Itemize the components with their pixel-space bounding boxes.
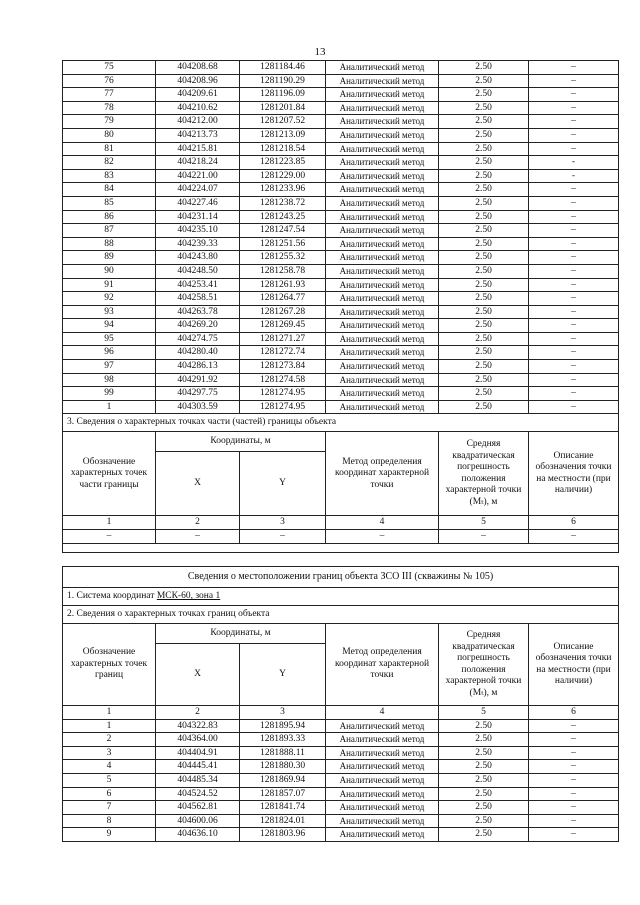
description-cell: – xyxy=(529,264,619,278)
coord-x-cell: 404269.20 xyxy=(156,319,240,333)
coord-y-cell: 1281218.54 xyxy=(240,142,326,156)
precision-cell: 2.50 xyxy=(439,760,529,774)
point-number-cell: 3 xyxy=(63,746,156,760)
point-number-cell: 86 xyxy=(63,210,156,224)
point-number-cell: 80 xyxy=(63,128,156,142)
precision-cell: 2.50 xyxy=(439,305,529,319)
table-row xyxy=(63,346,619,360)
coord-y-cell: 1281274.95 xyxy=(240,400,326,414)
coord-y-cell: 1281857.07 xyxy=(240,787,326,801)
header-coordinates: Координаты, м xyxy=(156,432,326,452)
method-cell: Аналитический метод xyxy=(326,278,439,292)
precision-cell: 2.50 xyxy=(439,801,529,815)
table-row xyxy=(63,746,619,760)
method-cell: Аналитический метод xyxy=(326,319,439,333)
precision-cell: 2.50 xyxy=(439,746,529,760)
table-row xyxy=(63,292,619,306)
empty-cell: – xyxy=(529,530,619,544)
coord-x-cell: 404297.75 xyxy=(156,387,240,401)
coord-x-cell: 404227.46 xyxy=(156,196,240,210)
boundary-points-table-continued xyxy=(62,60,619,553)
precision-cell: 2.50 xyxy=(439,773,529,787)
coord-y-cell: 1281258.78 xyxy=(240,264,326,278)
point-number-cell: 84 xyxy=(63,183,156,197)
method-cell: Аналитический метод xyxy=(326,292,439,306)
method-cell: Аналитический метод xyxy=(326,305,439,319)
precision-cell: 2.50 xyxy=(439,400,529,414)
table-row xyxy=(63,719,619,733)
coord-y-cell: 1281895.94 xyxy=(240,719,326,733)
point-number-cell: 77 xyxy=(63,88,156,102)
coord-y-cell: 1281274.95 xyxy=(240,387,326,401)
precision-cell: 2.50 xyxy=(439,733,529,747)
precision-cell: 2.50 xyxy=(439,88,529,102)
description-cell: – xyxy=(529,814,619,828)
precision-cell: 2.50 xyxy=(439,210,529,224)
point-number-cell: 99 xyxy=(63,387,156,401)
coord-y-cell: 1281880.30 xyxy=(240,760,326,774)
point-number-cell: 93 xyxy=(63,305,156,319)
precision-cell: 2.50 xyxy=(439,128,529,142)
coord-x-cell: 404248.50 xyxy=(156,264,240,278)
header-precision: Средняя квадратическая погрешность положения характерной точки (Mₜ), м xyxy=(439,432,529,516)
table-row xyxy=(63,128,619,142)
table-row xyxy=(63,142,619,156)
point-number-cell: 85 xyxy=(63,196,156,210)
description-cell: - xyxy=(529,169,619,183)
object2-boundary-table xyxy=(62,566,619,842)
header-point-designation: Обозначение характерных точек границ xyxy=(63,624,156,706)
point-number-cell: 87 xyxy=(63,224,156,238)
precision-cell: 2.50 xyxy=(439,224,529,238)
method-cell: Аналитический метод xyxy=(326,74,439,88)
table-row xyxy=(63,88,619,102)
description-cell: – xyxy=(529,224,619,238)
precision-cell: 2.50 xyxy=(439,387,529,401)
coord-y-cell: 1281272.74 xyxy=(240,346,326,360)
coord-y-cell: 1281264.77 xyxy=(240,292,326,306)
point-number-cell: 2 xyxy=(63,733,156,747)
header-precision: Средняя квадратическая погрешность положения характерной точки (Mₜ), м xyxy=(439,624,529,706)
col-num: 3 xyxy=(240,516,326,530)
method-cell: Аналитический метод xyxy=(326,251,439,265)
coord-y-cell: 1281243.25 xyxy=(240,210,326,224)
coord-x-cell: 404231.14 xyxy=(156,210,240,224)
coord-y-cell: 1281247.54 xyxy=(240,224,326,238)
coord-system-value: МСК-60, зона 1 xyxy=(156,591,221,601)
method-cell: Аналитический метод xyxy=(326,346,439,360)
coord-y-cell: 1281267.28 xyxy=(240,305,326,319)
description-cell: – xyxy=(529,733,619,747)
precision-cell: 2.50 xyxy=(439,292,529,306)
table-row xyxy=(63,733,619,747)
precision-cell: 2.50 xyxy=(439,278,529,292)
description-cell: – xyxy=(529,746,619,760)
coord-x-cell: 404445.41 xyxy=(156,760,240,774)
description-cell: - xyxy=(529,156,619,170)
description-cell: – xyxy=(529,373,619,387)
section3-title: 3. Сведения о характерных точках части (частей) границы объекта xyxy=(63,414,619,432)
method-cell: Аналитический метод xyxy=(326,814,439,828)
point-number-cell: 96 xyxy=(63,346,156,360)
table-row xyxy=(63,264,619,278)
method-cell: Аналитический метод xyxy=(326,787,439,801)
col-num: 5 xyxy=(439,516,529,530)
coord-x-cell: 404239.33 xyxy=(156,237,240,251)
coord-y-cell: 1281255.32 xyxy=(240,251,326,265)
coord-x-cell: 404258.51 xyxy=(156,292,240,306)
column-numbers-row xyxy=(63,516,619,530)
table-row xyxy=(63,74,619,88)
table-row xyxy=(63,801,619,815)
object2-title: Сведения о местоположении границ объекта ЗСО III (скважины № 105) xyxy=(63,567,619,588)
precision-cell: 2.50 xyxy=(439,251,529,265)
column-numbers-row xyxy=(63,706,619,720)
coord-x-cell: 404213.73 xyxy=(156,128,240,142)
table-row xyxy=(63,210,619,224)
page-number: 13 xyxy=(314,46,326,58)
precision-cell: 2.50 xyxy=(439,183,529,197)
col-num: 5 xyxy=(439,706,529,720)
point-number-cell: 97 xyxy=(63,360,156,374)
description-cell: – xyxy=(529,88,619,102)
col-num: 4 xyxy=(326,516,439,530)
coord-x-cell: 404208.96 xyxy=(156,74,240,88)
description-cell: – xyxy=(529,292,619,306)
coord-y-cell: 1281233.96 xyxy=(240,183,326,197)
table-row xyxy=(63,237,619,251)
coord-x-cell: 404224.07 xyxy=(156,183,240,197)
table-row xyxy=(63,115,619,129)
table-row xyxy=(63,224,619,238)
method-cell: Аналитический метод xyxy=(326,264,439,278)
coord-y-cell: 1281251.56 xyxy=(240,237,326,251)
table-row xyxy=(63,251,619,265)
coord-y-cell: 1281201.84 xyxy=(240,101,326,115)
table-row xyxy=(63,101,619,115)
col-num: 6 xyxy=(529,706,619,720)
table-row xyxy=(63,169,619,183)
coord-y-cell: 1281824.01 xyxy=(240,814,326,828)
method-cell: Аналитический метод xyxy=(326,61,439,75)
method-cell: Аналитический метод xyxy=(326,128,439,142)
method-cell: Аналитический метод xyxy=(326,183,439,197)
table-row xyxy=(63,360,619,374)
empty-cell: – xyxy=(240,530,326,544)
description-cell: – xyxy=(529,719,619,733)
method-cell: Аналитический метод xyxy=(326,360,439,374)
header-y: Y xyxy=(240,452,326,516)
coord-x-cell: 404218.24 xyxy=(156,156,240,170)
empty-cell: – xyxy=(156,530,240,544)
point-number-cell: 5 xyxy=(63,773,156,787)
coord-x-cell: 404243.80 xyxy=(156,251,240,265)
precision-cell: 2.50 xyxy=(439,74,529,88)
point-number-cell: 89 xyxy=(63,251,156,265)
description-cell: – xyxy=(529,801,619,815)
table-row xyxy=(63,814,619,828)
empty-row xyxy=(63,530,619,544)
point-number-cell: 82 xyxy=(63,156,156,170)
method-cell: Аналитический метод xyxy=(326,387,439,401)
description-cell: – xyxy=(529,787,619,801)
coord-y-cell: 1281238.72 xyxy=(240,196,326,210)
table-row xyxy=(63,773,619,787)
point-number-cell: 78 xyxy=(63,101,156,115)
coord-y-cell: 1281213.09 xyxy=(240,128,326,142)
coord-x-cell: 404208.68 xyxy=(156,61,240,75)
coord-y-cell: 1281274.58 xyxy=(240,373,326,387)
description-cell: – xyxy=(529,319,619,333)
method-cell: Аналитический метод xyxy=(326,142,439,156)
precision-cell: 2.50 xyxy=(439,115,529,129)
point-number-cell: 94 xyxy=(63,319,156,333)
col-num: 4 xyxy=(326,706,439,720)
point-number-cell: 9 xyxy=(63,828,156,842)
coord-y-cell: 1281190.29 xyxy=(240,74,326,88)
coord-y-cell: 1281207.52 xyxy=(240,115,326,129)
table-row xyxy=(63,332,619,346)
coord-x-cell: 404600.06 xyxy=(156,814,240,828)
coord-x-cell: 404291.92 xyxy=(156,373,240,387)
point-number-cell: 81 xyxy=(63,142,156,156)
empty-cell: – xyxy=(63,530,156,544)
coord-x-cell: 404524.52 xyxy=(156,787,240,801)
point-number-cell: 92 xyxy=(63,292,156,306)
coord-x-cell: 404404.91 xyxy=(156,746,240,760)
description-cell: – xyxy=(529,387,619,401)
point-number-cell: 4 xyxy=(63,760,156,774)
description-cell: – xyxy=(529,210,619,224)
point-number-cell: 95 xyxy=(63,332,156,346)
precision-cell: 2.50 xyxy=(439,61,529,75)
coord-y-cell: 1281893.33 xyxy=(240,733,326,747)
method-cell: Аналитический метод xyxy=(326,156,439,170)
method-cell: Аналитический метод xyxy=(326,760,439,774)
description-cell: – xyxy=(529,142,619,156)
coord-y-cell: 1281841.74 xyxy=(240,801,326,815)
empty-cell: – xyxy=(326,530,439,544)
table-row xyxy=(63,387,619,401)
point-number-cell: 90 xyxy=(63,264,156,278)
coord-x-cell: 404303.59 xyxy=(156,400,240,414)
description-cell: – xyxy=(529,305,619,319)
description-cell: – xyxy=(529,251,619,265)
header-description: Описание обозначения точки на местности (при наличии) xyxy=(529,624,619,706)
coord-x-cell: 404221.00 xyxy=(156,169,240,183)
header-point-designation: Обозначение характерных точек части границы xyxy=(63,432,156,516)
precision-cell: 2.50 xyxy=(439,101,529,115)
method-cell: Аналитический метод xyxy=(326,373,439,387)
precision-cell: 2.50 xyxy=(439,814,529,828)
point-number-cell: 75 xyxy=(63,61,156,75)
precision-cell: 2.50 xyxy=(439,360,529,374)
coord-x-cell: 404263.78 xyxy=(156,305,240,319)
header-x: X xyxy=(156,452,240,516)
precision-cell: 2.50 xyxy=(439,156,529,170)
description-cell: – xyxy=(529,115,619,129)
coord-y-cell: 1281184.46 xyxy=(240,61,326,75)
method-cell: Аналитический метод xyxy=(326,773,439,787)
description-cell: – xyxy=(529,278,619,292)
coord-x-cell: 404280.40 xyxy=(156,346,240,360)
table-row xyxy=(63,828,619,842)
method-cell: Аналитический метод xyxy=(326,400,439,414)
precision-cell: 2.50 xyxy=(439,332,529,346)
table-row xyxy=(63,305,619,319)
coord-x-cell: 404286.13 xyxy=(156,360,240,374)
table-row xyxy=(63,196,619,210)
coord-x-cell: 404322.83 xyxy=(156,719,240,733)
description-cell: – xyxy=(529,183,619,197)
point-number-cell: 91 xyxy=(63,278,156,292)
method-cell: Аналитический метод xyxy=(326,224,439,238)
description-cell: – xyxy=(529,332,619,346)
header-description: Описание обозначения точки на местности (при наличии) xyxy=(529,432,619,516)
point-number-cell: 88 xyxy=(63,237,156,251)
header-x: X xyxy=(156,644,240,706)
col-num: 1 xyxy=(63,706,156,720)
precision-cell: 2.50 xyxy=(439,237,529,251)
coord-x-cell: 404210.62 xyxy=(156,101,240,115)
precision-cell: 2.50 xyxy=(439,373,529,387)
method-cell: Аналитический метод xyxy=(326,210,439,224)
method-cell: Аналитический метод xyxy=(326,88,439,102)
col-num: 6 xyxy=(529,516,619,530)
point-number-cell: 76 xyxy=(63,74,156,88)
coord-x-cell: 404485.34 xyxy=(156,773,240,787)
point-number-cell: 7 xyxy=(63,801,156,815)
method-cell: Аналитический метод xyxy=(326,746,439,760)
empty-cell: – xyxy=(439,530,529,544)
method-cell: Аналитический метод xyxy=(326,733,439,747)
table-row xyxy=(63,400,619,414)
header-method: Метод определения координат характерной точки xyxy=(326,432,439,516)
coord-y-cell: 1281869.94 xyxy=(240,773,326,787)
precision-cell: 2.50 xyxy=(439,264,529,278)
coord-y-cell: 1281273.84 xyxy=(240,360,326,374)
point-number-cell: 79 xyxy=(63,115,156,129)
coord-y-cell: 1281261.93 xyxy=(240,278,326,292)
coord-x-cell: 404212.00 xyxy=(156,115,240,129)
section2-title: 2. Сведения о характерных точках границ объекта xyxy=(63,606,619,624)
point-number-cell: 8 xyxy=(63,814,156,828)
table-row xyxy=(63,61,619,75)
coord-y-cell: 1281888.11 xyxy=(240,746,326,760)
precision-cell: 2.50 xyxy=(439,142,529,156)
header-method: Метод определения координат характерной точки xyxy=(326,624,439,706)
col-num: 3 xyxy=(240,706,326,720)
coord-y-cell: 1281271.27 xyxy=(240,332,326,346)
description-cell: – xyxy=(529,101,619,115)
coord-x-cell: 404364.00 xyxy=(156,733,240,747)
col-num: 2 xyxy=(156,516,240,530)
coord-x-cell: 404235.10 xyxy=(156,224,240,238)
description-cell: – xyxy=(529,773,619,787)
coord-y-cell: 1281269.45 xyxy=(240,319,326,333)
precision-cell: 2.50 xyxy=(439,346,529,360)
description-cell: – xyxy=(529,346,619,360)
coord-y-cell: 1281223.85 xyxy=(240,156,326,170)
precision-cell: 2.50 xyxy=(439,787,529,801)
point-number-cell: 1 xyxy=(63,400,156,414)
coord-y-cell: 1281229.00 xyxy=(240,169,326,183)
method-cell: Аналитический метод xyxy=(326,828,439,842)
coord-x-cell: 404562.81 xyxy=(156,801,240,815)
coord-y-cell: 1281803.96 xyxy=(240,828,326,842)
table-row xyxy=(63,278,619,292)
coordinate-system xyxy=(63,588,619,606)
coord-y-cell: 1281196.09 xyxy=(240,88,326,102)
table-row xyxy=(63,183,619,197)
table-row xyxy=(63,373,619,387)
col-num: 2 xyxy=(156,706,240,720)
point-number-cell: 1 xyxy=(63,719,156,733)
table-row xyxy=(63,760,619,774)
header-coordinates: Координаты, м xyxy=(156,624,326,644)
coord-x-cell: 404636.10 xyxy=(156,828,240,842)
precision-cell: 2.50 xyxy=(439,719,529,733)
precision-cell: 2.50 xyxy=(439,828,529,842)
method-cell: Аналитический метод xyxy=(326,196,439,210)
point-number-cell: 83 xyxy=(63,169,156,183)
method-cell: Аналитический метод xyxy=(326,237,439,251)
coord-x-cell: 404253.41 xyxy=(156,278,240,292)
point-number-cell: 98 xyxy=(63,373,156,387)
coord-system-prefix: 1. Система координат xyxy=(67,591,157,601)
method-cell: Аналитический метод xyxy=(326,169,439,183)
description-cell: – xyxy=(529,828,619,842)
blank-row xyxy=(63,543,619,552)
point-number-cell: 6 xyxy=(63,787,156,801)
table-row xyxy=(63,787,619,801)
description-cell: – xyxy=(529,128,619,142)
method-cell: Аналитический метод xyxy=(326,719,439,733)
col-num: 1 xyxy=(63,516,156,530)
table-row xyxy=(63,156,619,170)
header-y: Y xyxy=(240,644,326,706)
description-cell: – xyxy=(529,237,619,251)
method-cell: Аналитический метод xyxy=(326,801,439,815)
method-cell: Аналитический метод xyxy=(326,101,439,115)
description-cell: – xyxy=(529,61,619,75)
description-cell: – xyxy=(529,400,619,414)
coord-x-cell: 404215.81 xyxy=(156,142,240,156)
method-cell: Аналитический метод xyxy=(326,332,439,346)
coord-x-cell: 404209.61 xyxy=(156,88,240,102)
description-cell: – xyxy=(529,760,619,774)
description-cell: – xyxy=(529,196,619,210)
method-cell: Аналитический метод xyxy=(326,115,439,129)
coord-x-cell: 404274.75 xyxy=(156,332,240,346)
precision-cell: 2.50 xyxy=(439,169,529,183)
description-cell: – xyxy=(529,360,619,374)
description-cell: – xyxy=(529,74,619,88)
table-row xyxy=(63,319,619,333)
precision-cell: 2.50 xyxy=(439,196,529,210)
precision-cell: 2.50 xyxy=(439,319,529,333)
